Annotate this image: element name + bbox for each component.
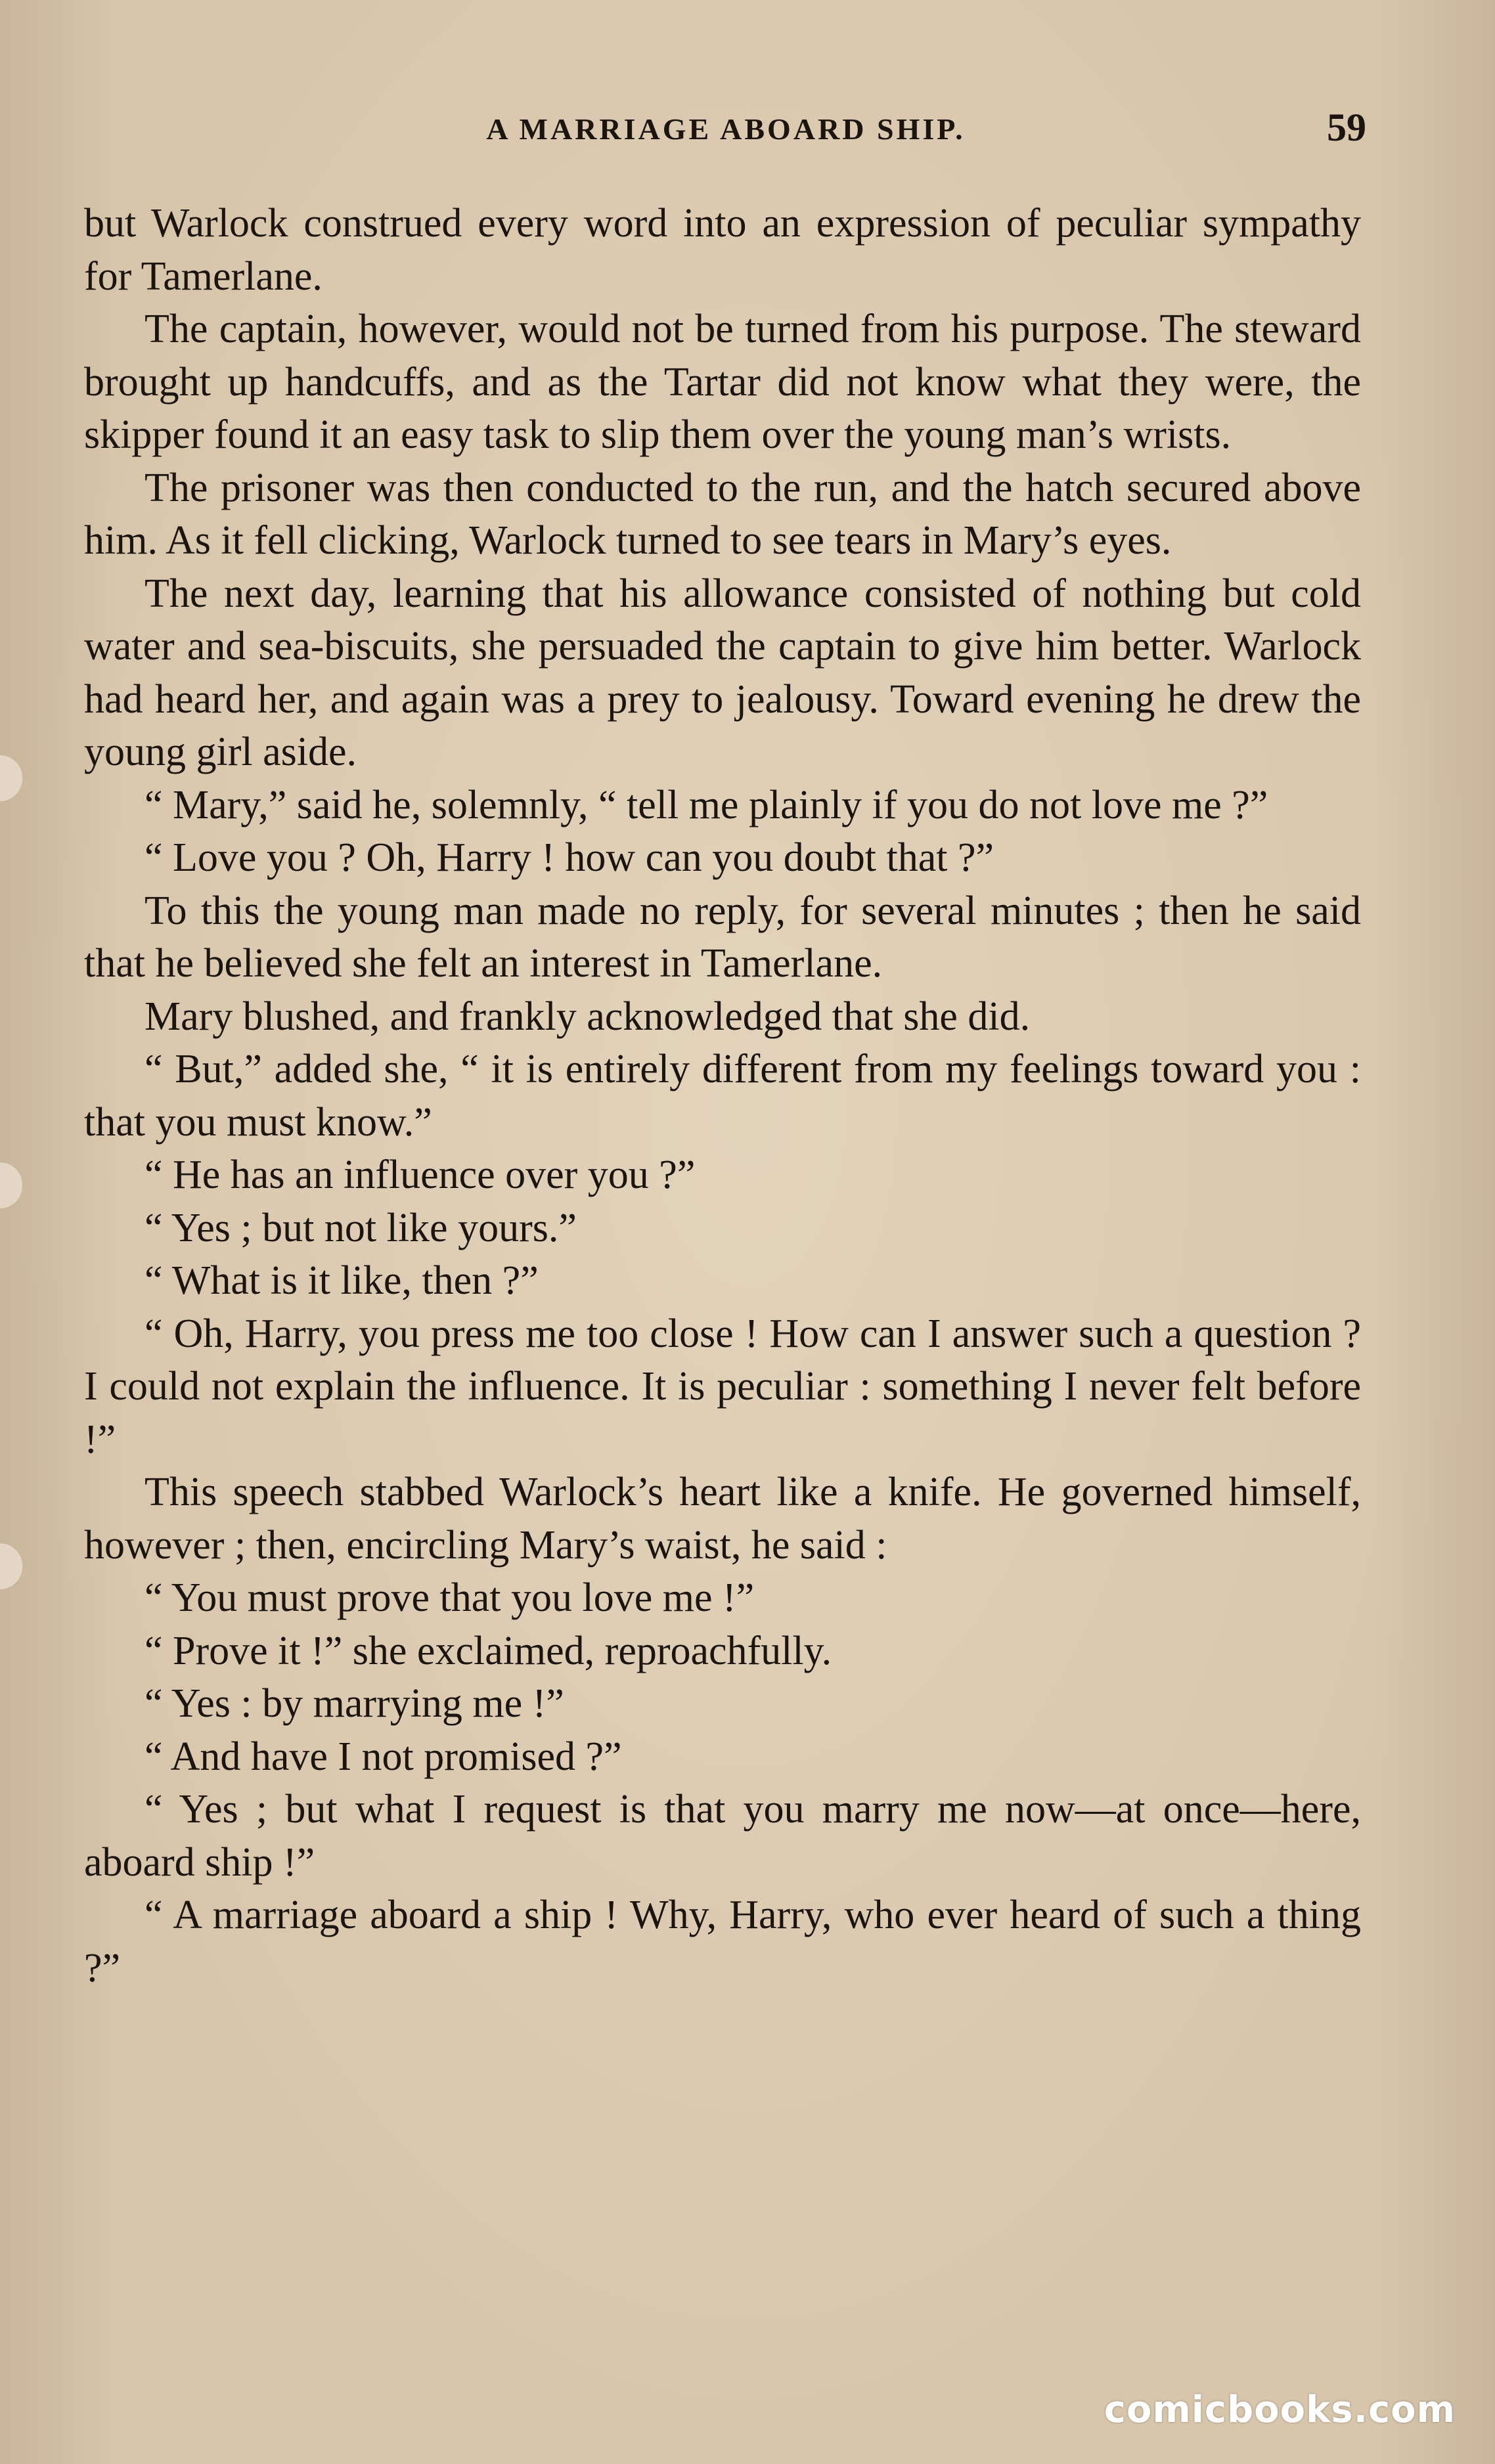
paragraph: “ He has an influence over you ?”	[145, 1153, 696, 1197]
paragraph: “ Yes : by marrying me !”	[145, 1681, 564, 1726]
paragraph: “ Oh, Harry, you press me too close ! How can I answer such a question ? I could not explain the influence. It is peculiar : something I never felt before !”	[84, 1311, 1361, 1462]
paragraph: “ But,” added she, “ it is entirely different from my feelings toward you : that you must know.”	[84, 1047, 1361, 1145]
page-edge-tear	[0, 1543, 22, 1589]
paragraph: “ A marriage aboard a ship ! Why, Harry, who ever heard of such a thing ?”	[84, 1893, 1361, 1991]
paragraph: “ What is it like, then ?”	[145, 1258, 539, 1303]
paragraph: “ Yes ; but what I request is that you marry me now—at once—here, aboard ship !”	[84, 1787, 1361, 1885]
running-title: A MARRIAGE ABOARD SHIP.	[486, 112, 966, 146]
paragraph: The prisoner was then conducted to the run, and the hatch secured above him. As it fell clicking, Warlock turned to see tears in Mary’s eyes.	[84, 465, 1361, 563]
paragraph: The next day, learning that his allowance consisted of nothing but cold water and sea-biscuits, she persuaded the captain to give him better. Warlock had heard her, and again was a prey to jealousy. Toward evening he drew the young girl aside.	[84, 571, 1361, 774]
paragraph: “ Yes ; but not like yours.”	[145, 1205, 577, 1250]
paragraph: The captain, however, would not be turned from his purpose. The steward brought up handcuffs, and as the Tartar did not know what they were, the skipper found it an easy task to slip them over the young man’s wrists.	[84, 307, 1361, 457]
paragraph: To this the young man made no reply, for several minutes ; then he said that he believed she felt an interest in Tamerlane.	[84, 888, 1361, 986]
paragraph: “ You must prove that you love me !”	[145, 1575, 755, 1620]
paragraph: “ And have I not promised ?”	[145, 1734, 622, 1779]
page-header	[85, 105, 1366, 151]
page-number: 59	[1327, 106, 1366, 149]
body-text	[84, 197, 1361, 1994]
paragraph: This speech stabbed Warlock’s heart like a knife. He governed himself, however ; then, encircling Mary’s waist, he said :	[84, 1470, 1361, 1568]
paragraph: “ Prove it !” she exclaimed, reproachfully.	[145, 1628, 832, 1673]
paragraph: “ Love you ? Oh, Harry ! how can you doubt that ?”	[145, 835, 994, 880]
paragraph: Mary blushed, and frankly acknowledged that she did.	[145, 994, 1031, 1039]
paragraph: “ Mary,” said he, solemnly, “ tell me plainly if you do not love me ?”	[145, 782, 1268, 827]
paragraph: but Warlock construed every word into an expression of peculiar sympathy for Tamerlane.	[84, 201, 1361, 299]
page-edge-tear	[0, 755, 22, 801]
page-edge-tear	[0, 1162, 22, 1208]
watermark: comicbooks.com	[1104, 2388, 1456, 2431]
